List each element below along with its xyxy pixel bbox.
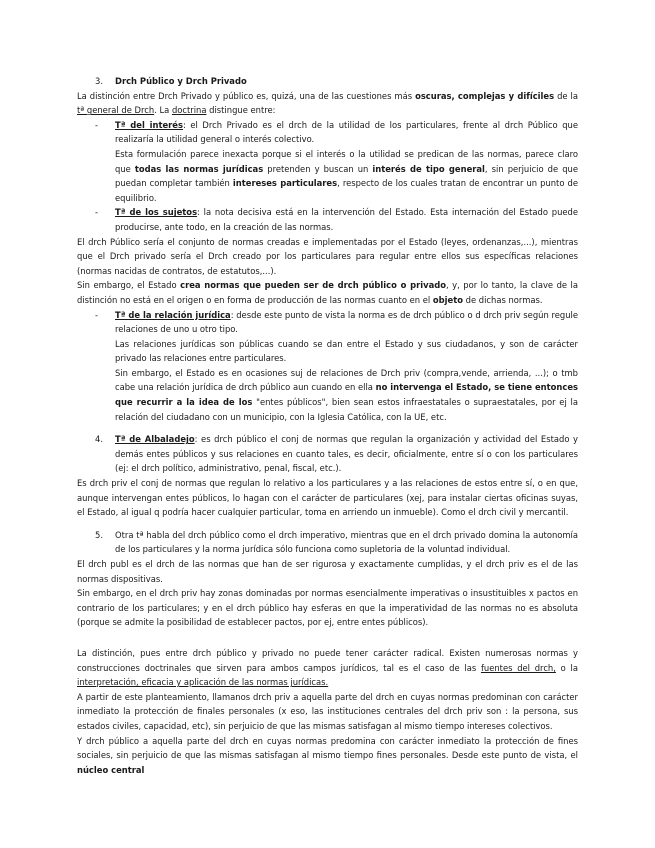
item-title: Tª del interés xyxy=(115,119,183,130)
list-item-interes xyxy=(77,118,578,147)
underlined-text: tª general de Drch xyxy=(77,105,155,116)
paragraph: Es drch priv el conj de normas que regulan lo relativo a los particulares y a las relaciones de estos entre sí, o en que, aunque intervengan entes públicos, lo hagan con el carácter de particulares (xej, para instalar ciertas oficinas suyas, el Estado, al igual q podría hacer cualquier particular, toma en arriendo un inmueble). Como el drch civil y mercantil. xyxy=(77,478,578,518)
document-body xyxy=(77,74,578,777)
section-title: Drch Público y Drch Privado xyxy=(115,76,247,86)
text-span: Y drch público a aquella parte del drch en cuyas normas predomina con carácter inmediato la protección de fines sociales, sin perjuicio de que las mismas satisfagan al mismo tiempo fines personales. Desde este punto de vista, el xyxy=(77,735,578,761)
bold-text: intereses particulares xyxy=(232,178,338,189)
item-text: : la nota decisiva está en la intervención del Estado. Esta internación del Estado puede producirse, ante todo, en la creación de las normas. xyxy=(115,207,578,232)
item-text: : es drch público el conj de normas que regulan la organización y actividad del Estado y demás entes públicos y sus relaciones en cuanto tales, es decir, oficialmente, entre sí o con los particulares (ej: el drch político, administrativo, penal, fiscal, etc.). xyxy=(115,434,578,474)
underlined-text: interpretación, eficacia y aplicación de las normas jurídicas. xyxy=(77,677,329,688)
section-3-intro xyxy=(77,89,578,118)
bold-text: todas las normas jurídicas xyxy=(134,163,264,174)
paragraph: A partir de este planteamiento, llamanos drch priv a aquella parte del drch en cuyas normas predominan con carácter inmediato la protección de finales personales (x eso, las instituciones centrales del drch priv son : la persona, sus estados civiles, capacidad, etc), sin perjuicio de que las mismas satisfagan al mismo tiempo intereses colectivos. xyxy=(77,691,578,731)
dash-bullet: - xyxy=(95,119,99,130)
text-span: de dichas normas. xyxy=(462,294,543,305)
text-span: distingue entre: xyxy=(206,105,276,116)
underlined-text: doctrina xyxy=(171,105,207,116)
text-span: , sin perjuicio de que puedan completar también xyxy=(115,163,578,189)
paragraph xyxy=(77,278,578,307)
item-text: : desde este punto de vista la norma es de drch público o d drch priv según regule relaciones de uno u otro tipo. xyxy=(115,309,578,335)
paragraph xyxy=(77,646,578,690)
text-span: , respecto de los cuales tratan de encontrar un punto de equilibrio. xyxy=(115,178,578,203)
text-span: La distinción, pues entre drch público y privado no puede tener carácter radical. Existen numerosas normas y construcciones doctrinales que sirven para ambos campos jurídicos, tal es el caso de las xyxy=(77,647,578,673)
dash-bullet: - xyxy=(95,207,99,218)
bold-text: crea normas que pueden ser de drch público o privado xyxy=(180,280,447,291)
text-span: , y, por lo tanto, la clave de la distinción no está en el origen o en forma de producción de las normas cuanto en el xyxy=(77,280,579,305)
bold-text: oscuras, complejas y difíciles xyxy=(415,90,555,101)
text-span: o la xyxy=(555,662,578,673)
text-span: "entes públicos", bien sean estos infraestatales o supraestatales, por ej la relación del ciudadano con un municipio, con la Iglesia Católica, con la UE, etc. xyxy=(115,397,578,422)
section-3-heading xyxy=(77,74,578,89)
text-span: de la xyxy=(554,90,578,101)
list-item-relacion xyxy=(77,308,578,337)
text-span: pretenden y buscan un xyxy=(263,163,373,174)
text-span: Sin embargo, el Estado xyxy=(77,280,181,291)
underlined-text: fuentes del drch, xyxy=(480,662,556,673)
item-text: Otra tª habla del drch público como el drch imperativo, mientras que en el drch privado domina la autonomía de los particulares y la norma jurídica sólo funciona como supletoria de la voluntad individual. xyxy=(115,529,578,555)
text-span: La distinción entre Drch Privado y público es, quizá, una de las cuestiones más xyxy=(77,90,416,101)
item-text: : el Drch Privado es el drch de la utilidad de los particulares, frente al drch Público que realizaría la utilidad general o interés colectivo. xyxy=(115,119,578,145)
bold-text: objeto xyxy=(432,294,463,305)
bold-text: interés de tipo general xyxy=(372,163,485,174)
text-span: Sin embargo, el Estado es en ocasiones suj de relaciones de Drch priv (compra,vende, arrienda, ...); o tmb cabe una relación jurídica de drch público aun cuando en ella xyxy=(115,367,578,393)
section-number: 3. xyxy=(95,76,103,86)
list-item-continuation: Las relaciones jurídicas son públicas cuando se dan entre el Estado y sus ciudadanos, y son de carácter privado las relaciones entre particulares. xyxy=(115,338,578,364)
list-item-continuation xyxy=(77,366,578,424)
paragraph xyxy=(77,734,578,778)
section-number: 4. xyxy=(95,434,103,445)
section-5-item xyxy=(77,528,578,557)
paragraph: Sin embargo, en el drch priv hay zonas dominadas por normas esencialmente imperativas o insustituibles x pactos en contrario de los particulares; y en el drch público hay esferas en que la imperatividad de las normas no es absoluta (porque se admite la posibilidad de establecer pactos, por ej, entre entes públicos). xyxy=(77,588,578,628)
item-title: Tª de Albaladejo xyxy=(115,434,195,445)
list-item-continuation xyxy=(77,147,578,205)
bold-text: núcleo central xyxy=(77,764,145,775)
item-title: Tª de la relación jurídica xyxy=(115,309,231,320)
text-span: . La xyxy=(154,105,172,116)
paragraph: El drch publ es el drch de las normas que han de ser rigurosa y exactamente cumplidas, y el drch priv es el de las normas dispositivas. xyxy=(77,559,578,584)
bold-text: no intervenga el Estado, se tiene entonces que recurrir a la idea de los xyxy=(115,382,578,408)
section-4-item xyxy=(77,432,578,476)
item-title: Tª de los sujetos xyxy=(115,207,198,218)
section-number: 5. xyxy=(95,529,103,540)
paragraph: El drch Público sería el conjunto de normas creadas e implementadas por el Estado (leyes, ordenanzas,...), mientras que el Drch privado sería el Drch creado por los particulares para regular entre ellos sus específicas relaciones (normas nacidas de contratos, de estatutos,...). xyxy=(77,236,578,276)
list-item-sujetos xyxy=(77,205,578,234)
dash-bullet: - xyxy=(95,309,99,320)
text-span: Esta formulación parece inexacta porque si el interés o la utilidad se predican de las normas, parece claro que xyxy=(115,148,578,174)
